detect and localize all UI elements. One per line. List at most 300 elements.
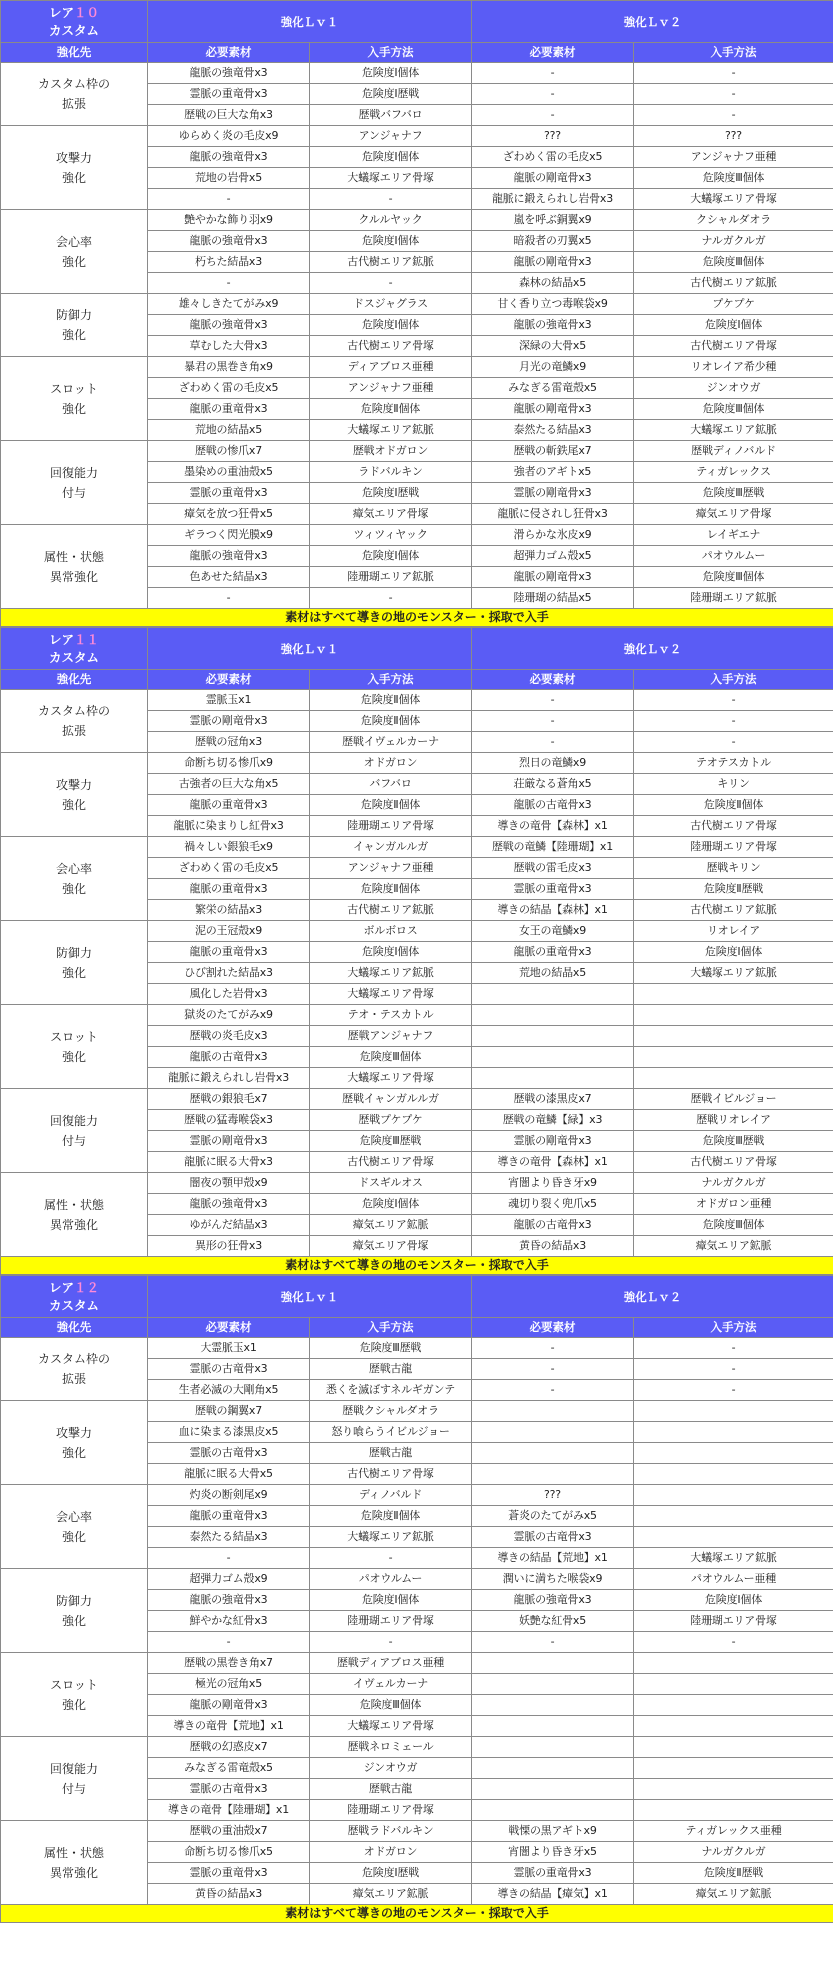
material-cell: -: [472, 732, 634, 753]
source-cell: 歴戦プケプケ: [310, 1110, 472, 1131]
category-name: 属性・状態: [43, 1845, 104, 1860]
table-row: [1, 441, 833, 462]
material-cell: 霊脈玉x1: [148, 690, 310, 711]
source-cell: [634, 1047, 833, 1068]
category-name: 強化: [61, 254, 86, 269]
source-cell: 危険度Ⅰ個体: [634, 1590, 833, 1611]
material-cell: 龍脈の強竜骨x3: [148, 63, 310, 84]
source-cell: 大蟻塚エリア骨塚: [634, 189, 833, 210]
source-cell: 危険度Ⅲ個体: [634, 252, 833, 273]
source-cell: 古代樹エリア鉱脈: [310, 252, 472, 273]
material-cell: 霊脈の古竜骨x3: [472, 1527, 634, 1548]
material-cell: 嵐を呼ぶ銅翼x9: [472, 210, 634, 231]
material-cell: 龍脈の剛竜骨x3: [472, 399, 634, 420]
material-cell: 龍脈の強竜骨x3: [148, 147, 310, 168]
source-cell: 危険度Ⅰ個体: [310, 147, 472, 168]
material-cell: 霊脈の古竜骨x3: [148, 1359, 310, 1380]
source-cell: アンジャナフ亜種: [310, 378, 472, 399]
source-cell: 危険度Ⅰ歴戦: [310, 483, 472, 504]
material-cell: -: [472, 1380, 634, 1401]
source-cell: 大蟻塚エリア鉱脈: [634, 1548, 833, 1569]
source-cell: [634, 1674, 833, 1695]
material-cell: 龍脈の強竜骨x3: [148, 231, 310, 252]
material-cell: 歴戦の冠角x3: [148, 732, 310, 753]
category-name: 会心率: [55, 1509, 92, 1524]
material-cell: 繁栄の結晶x3: [148, 900, 310, 921]
category-name: 回復能力: [49, 1113, 98, 1128]
table-row: [1, 294, 833, 315]
source-cell: イヴェルカーナ: [310, 1674, 472, 1695]
footer-note: 素材はすべて導きの地のモンスター・採取で入手: [1, 1257, 833, 1275]
source-cell: ???: [634, 126, 833, 147]
col-source: 入手方法: [310, 43, 472, 63]
material-cell: 霊脈の重竜骨x3: [148, 1863, 310, 1884]
source-cell: 歴戦リオレイア: [634, 1110, 833, 1131]
source-cell: 歴戦バフバロ: [310, 105, 472, 126]
source-cell: ラドバルキン: [310, 462, 472, 483]
source-cell: 古代樹エリア鉱脈: [634, 900, 833, 921]
source-cell: 悉くを滅ぼすネルギガンテ: [310, 1380, 472, 1401]
material-cell: 極光の冠角x5: [148, 1674, 310, 1695]
material-cell: 草むした大骨x3: [148, 336, 310, 357]
material-cell: 龍脈の重竜骨x3: [148, 795, 310, 816]
material-cell: 霊脈の重竜骨x3: [472, 1863, 634, 1884]
category-name: 異常強化: [49, 1865, 98, 1880]
material-cell: 霊脈の剛竜骨x3: [472, 483, 634, 504]
category-name: カスタム枠の: [37, 1352, 110, 1366]
material-cell: 導きの竜骨【森林】x1: [472, 1152, 634, 1173]
category-cell: [1, 441, 148, 525]
material-cell: -: [472, 1338, 634, 1359]
source-cell: 怒り喰らうイビルジョー: [310, 1422, 472, 1443]
material-cell: 超弾力ゴム殻x5: [472, 546, 634, 567]
material-cell: 歴戦の漆黒皮x7: [472, 1089, 634, 1110]
material-cell: 灼炎の断剣尾x9: [148, 1485, 310, 1506]
source-cell: [634, 1443, 833, 1464]
material-cell: [472, 984, 634, 1005]
table-row: [1, 210, 833, 231]
rarity-number: １１: [74, 631, 100, 647]
material-cell: 龍脈の重竜骨x3: [148, 1506, 310, 1527]
source-cell: 古代樹エリア骨塚: [634, 816, 833, 837]
category-cell: [1, 1569, 148, 1653]
source-cell: -: [634, 105, 833, 126]
source-cell: 危険度Ⅲ歴戦: [310, 1338, 472, 1359]
category-cell: [1, 921, 148, 1005]
source-cell: 陸珊瑚エリア骨塚: [310, 1800, 472, 1821]
material-cell: 陸珊瑚の結晶x5: [472, 588, 634, 609]
category-name: 会心率: [55, 234, 92, 249]
material-cell: 泰然たる結晶x3: [472, 420, 634, 441]
material-cell: 導きの結晶【瘴気】x1: [472, 1884, 634, 1905]
table-row: [1, 1089, 833, 1110]
source-cell: 大蟻塚エリア鉱脈: [634, 420, 833, 441]
material-cell: 戦慄の黒アギトx9: [472, 1821, 634, 1842]
source-cell: パオウルムー: [634, 546, 833, 567]
source-cell: 大蟻塚エリア鉱脈: [634, 963, 833, 984]
material-cell: 歴戦の惨爪x7: [148, 441, 310, 462]
source-cell: [634, 1485, 833, 1506]
source-cell: 大蟻塚エリア鉱脈: [310, 963, 472, 984]
footer-row: [1, 1905, 833, 1923]
rarity-table: [0, 1275, 833, 1923]
category-name: 強化: [61, 1697, 86, 1712]
source-cell: -: [310, 1548, 472, 1569]
material-cell: 鮮やかな紅骨x3: [148, 1611, 310, 1632]
category-cell: [1, 837, 148, 921]
source-cell: -: [634, 690, 833, 711]
source-cell: [634, 1506, 833, 1527]
material-cell: 歴戦の幻惑皮x7: [148, 1737, 310, 1758]
material-cell: 荒地の岩骨x5: [148, 168, 310, 189]
material-cell: 暗殺者の刃翼x5: [472, 231, 634, 252]
category-name: カスタム枠の: [37, 704, 110, 718]
source-cell: 危険度Ⅱ歴戦: [634, 879, 833, 900]
material-cell: 龍脈の古竜骨x3: [472, 795, 634, 816]
footer-note: 素材はすべて導きの地のモンスター・採取で入手: [1, 609, 833, 627]
source-cell: 陸珊瑚エリア骨塚: [310, 816, 472, 837]
material-cell: ゆがんだ結晶x3: [148, 1215, 310, 1236]
source-cell: 古代樹エリア骨塚: [310, 1152, 472, 1173]
level-1-header: 強化Ｌｖ１: [148, 628, 472, 670]
source-cell: [634, 1758, 833, 1779]
source-cell: [634, 1005, 833, 1026]
material-cell: 龍脈の強竜骨x3: [148, 1590, 310, 1611]
material-cell: -: [148, 189, 310, 210]
category-cell: [1, 1089, 148, 1173]
source-cell: パオウルムー: [310, 1569, 472, 1590]
col-target: 強化先: [1, 670, 148, 690]
material-cell: -: [148, 273, 310, 294]
category-cell: [1, 210, 148, 294]
source-cell: 危険度Ⅰ個体: [310, 63, 472, 84]
source-cell: パオウルムー亜種: [634, 1569, 833, 1590]
source-cell: アンジャナフ亜種: [634, 147, 833, 168]
material-cell: [472, 1422, 634, 1443]
material-cell: 導きの竜骨【陸珊瑚】x1: [148, 1800, 310, 1821]
category-name: 属性・状態: [43, 1197, 104, 1212]
source-cell: 歴戦ディアブロス亜種: [310, 1653, 472, 1674]
category-name: スロット: [50, 381, 98, 396]
source-cell: 歴戦イビルジョー: [634, 1089, 833, 1110]
col-materials: 必要素材: [148, 670, 310, 690]
custom-label: カスタム: [48, 22, 99, 38]
footer-row: [1, 609, 833, 627]
level-2-header: 強化Ｌｖ２: [472, 1, 833, 43]
custom-label: カスタム: [48, 1297, 99, 1313]
source-cell: [634, 1716, 833, 1737]
source-cell: 瘴気エリア鉱脈: [634, 1884, 833, 1905]
material-cell: 霊脈の重竜骨x3: [472, 879, 634, 900]
source-cell: 危険度Ⅱ個体: [310, 1506, 472, 1527]
source-cell: 危険度Ⅰ個体: [310, 546, 472, 567]
level-2-header: 強化Ｌｖ２: [472, 1276, 833, 1318]
source-cell: 危険度Ⅰ個体: [634, 942, 833, 963]
material-cell: 歴戦の炎毛皮x3: [148, 1026, 310, 1047]
source-cell: 歴戦ネロミェール: [310, 1737, 472, 1758]
category-name: 異常強化: [49, 1217, 98, 1232]
category-cell: [1, 1005, 148, 1089]
category-name: 攻撃力: [55, 150, 92, 165]
category-cell: [1, 294, 148, 357]
material-cell: ギラつく閃光膜x9: [148, 525, 310, 546]
source-cell: 歴戦クシャルダオラ: [310, 1401, 472, 1422]
material-cell: 命断ち切る惨爪x9: [148, 753, 310, 774]
source-cell: 陸珊瑚エリア骨塚: [634, 837, 833, 858]
category-name: 会心率: [55, 861, 92, 876]
material-cell: 墨染めの重油殻x5: [148, 462, 310, 483]
category-name: 拡張: [61, 724, 86, 738]
footer-note: 素材はすべて導きの地のモンスター・採取で入手: [1, 1905, 833, 1923]
material-cell: 歴戦の銀狼毛x7: [148, 1089, 310, 1110]
material-cell: [472, 1401, 634, 1422]
material-cell: [472, 1005, 634, 1026]
source-cell: [634, 1653, 833, 1674]
source-cell: 危険度Ⅲ個体: [310, 1047, 472, 1068]
material-cell: 導きの結晶【荒地】x1: [472, 1548, 634, 1569]
source-cell: 歴戦イャンガルルガ: [310, 1089, 472, 1110]
table-row: [1, 837, 833, 858]
material-cell: [472, 1047, 634, 1068]
category-name: 強化: [61, 797, 86, 812]
material-cell: 女王の竜鱗x9: [472, 921, 634, 942]
material-cell: 霊脈の古竜骨x3: [148, 1779, 310, 1800]
material-cell: 魂切り裂く兜爪x5: [472, 1194, 634, 1215]
material-cell: 潤いに満ちた喉袋x9: [472, 1569, 634, 1590]
material-cell: 歴戦の斬鉄尾x7: [472, 441, 634, 462]
material-cell: 龍脈の剛竜骨x3: [472, 252, 634, 273]
material-cell: ???: [472, 126, 634, 147]
material-cell: 龍脈の強竜骨x3: [148, 546, 310, 567]
material-cell: 龍脈の重竜骨x3: [472, 942, 634, 963]
source-cell: [634, 1401, 833, 1422]
material-cell: -: [472, 105, 634, 126]
category-cell: [1, 1737, 148, 1821]
category-name: 拡張: [61, 1372, 86, 1386]
source-cell: 危険度Ⅱ個体: [310, 711, 472, 732]
material-cell: -: [148, 1632, 310, 1653]
material-cell: [472, 1758, 634, 1779]
source-cell: -: [634, 1338, 833, 1359]
category-name: 強化: [61, 401, 86, 416]
material-cell: 歴戦の竜鱗【緑】x3: [472, 1110, 634, 1131]
source-cell: 瘴気エリア骨塚: [310, 1236, 472, 1257]
material-cell: ひび割れた結晶x3: [148, 963, 310, 984]
table-row: [1, 1173, 833, 1194]
source-cell: 危険度Ⅰ個体: [310, 1590, 472, 1611]
col-materials: 必要素材: [472, 670, 634, 690]
category-name: 強化: [61, 965, 86, 980]
category-name: 強化: [61, 1529, 86, 1544]
material-cell: 荒地の結晶x5: [472, 963, 634, 984]
category-name: 属性・状態: [43, 549, 104, 564]
source-cell: [634, 1527, 833, 1548]
table-row: [1, 525, 833, 546]
source-cell: -: [310, 588, 472, 609]
material-cell: ざわめく雷の毛皮x5: [148, 378, 310, 399]
material-cell: -: [148, 1548, 310, 1569]
source-cell: -: [310, 189, 472, 210]
source-cell: リオレイア: [634, 921, 833, 942]
category-cell: [1, 63, 148, 126]
source-cell: 瘴気エリア鉱脈: [310, 1215, 472, 1236]
category-name: 強化: [61, 170, 86, 185]
material-cell: 龍脈の強竜骨x3: [148, 315, 310, 336]
source-cell: クルルヤック: [310, 210, 472, 231]
source-cell: オドガロン: [310, 753, 472, 774]
category-name: 付与: [61, 485, 86, 500]
material-cell: 龍脈の古竜骨x3: [472, 1215, 634, 1236]
material-cell: 深緑の大骨x5: [472, 336, 634, 357]
material-cell: [472, 1737, 634, 1758]
table-row: [1, 357, 833, 378]
material-cell: 色あせた結晶x3: [148, 567, 310, 588]
material-cell: 龍脈の強竜骨x3: [472, 1590, 634, 1611]
material-cell: [472, 1779, 634, 1800]
material-cell: 禍々しい銀狼毛x9: [148, 837, 310, 858]
material-cell: 黄昏の結晶x3: [148, 1884, 310, 1905]
source-cell: [634, 1464, 833, 1485]
source-cell: 危険度Ⅱ個体: [634, 795, 833, 816]
col-source: 入手方法: [634, 1318, 833, 1338]
source-cell: 大蟻塚エリア骨塚: [310, 1716, 472, 1737]
table-row: [1, 1338, 833, 1359]
material-cell: -: [472, 84, 634, 105]
material-cell: 霊脈の剛竜骨x3: [148, 711, 310, 732]
source-cell: 瘴気エリア骨塚: [310, 504, 472, 525]
level-2-header: 強化Ｌｖ２: [472, 628, 833, 670]
material-cell: 龍脈の重竜骨x3: [148, 942, 310, 963]
source-cell: アンジャナフ亜種: [310, 858, 472, 879]
material-cell: 龍脈に染まりし紅骨x3: [148, 816, 310, 837]
category-cell: [1, 1338, 148, 1401]
material-cell: 霊脈の重竜骨x3: [148, 483, 310, 504]
table-row: [1, 1485, 833, 1506]
source-cell: 危険度Ⅲ歴戦: [634, 1131, 833, 1152]
source-cell: 古代樹エリア鉱脈: [634, 273, 833, 294]
table-row: [1, 753, 833, 774]
category-cell: [1, 1401, 148, 1485]
material-cell: [472, 1068, 634, 1089]
rarity-number: １０: [74, 4, 100, 20]
material-cell: 龍脈の古竜骨x3: [148, 1047, 310, 1068]
category-cell: [1, 1173, 148, 1257]
table-row: [1, 1737, 833, 1758]
material-cell: 龍脈に鍛えられし岩骨x3: [472, 189, 634, 210]
material-cell: 龍脈の剛竜骨x3: [148, 1695, 310, 1716]
source-cell: [634, 1068, 833, 1089]
material-cell: [472, 1695, 634, 1716]
source-cell: 大蟻塚エリア骨塚: [310, 168, 472, 189]
material-cell: 森林の結晶x5: [472, 273, 634, 294]
table-row: [1, 1653, 833, 1674]
material-cell: 宵闇より昏き牙x9: [472, 1173, 634, 1194]
col-source: 入手方法: [634, 670, 833, 690]
source-cell: プケプケ: [634, 294, 833, 315]
source-cell: 歴戦アンジャナフ: [310, 1026, 472, 1047]
material-cell: -: [472, 711, 634, 732]
source-cell: 古代樹エリア鉱脈: [310, 900, 472, 921]
source-cell: ジンオウガ: [310, 1758, 472, 1779]
category-name: 攻撃力: [55, 777, 92, 792]
rarity-label: レア: [48, 4, 74, 20]
source-cell: [634, 1026, 833, 1047]
material-cell: 命断ち切る惨爪x5: [148, 1842, 310, 1863]
category-name: スロット: [50, 1029, 98, 1044]
col-materials: 必要素材: [148, 43, 310, 63]
material-cell: 歴戦の鋼翼x7: [148, 1401, 310, 1422]
material-cell: 霊脈の古竜骨x3: [148, 1443, 310, 1464]
material-cell: 烈日の竜鱗x9: [472, 753, 634, 774]
source-cell: ボルボロス: [310, 921, 472, 942]
material-cell: -: [148, 588, 310, 609]
category-name: スロット: [50, 1677, 98, 1692]
material-cell: [472, 1716, 634, 1737]
source-cell: アンジャナフ: [310, 126, 472, 147]
source-cell: オドガロン: [310, 1842, 472, 1863]
material-cell: [472, 1026, 634, 1047]
source-cell: -: [634, 1632, 833, 1653]
category-name: 付与: [61, 1133, 86, 1148]
material-cell: 異形の狂骨x3: [148, 1236, 310, 1257]
category-cell: [1, 357, 148, 441]
category-name: 付与: [61, 1781, 86, 1796]
material-cell: 雄々しきたてがみx9: [148, 294, 310, 315]
source-cell: -: [634, 84, 833, 105]
material-cell: 艶やかな飾り羽x9: [148, 210, 310, 231]
category-name: 防御力: [55, 1593, 92, 1608]
material-cell: [472, 1674, 634, 1695]
material-cell: 龍脈に侵されし狂骨x3: [472, 504, 634, 525]
material-cell: -: [472, 63, 634, 84]
material-cell: 導きの竜骨【森林】x1: [472, 816, 634, 837]
material-cell: 歴戦の雷毛皮x3: [472, 858, 634, 879]
source-cell: バフバロ: [310, 774, 472, 795]
material-cell: 風化した岩骨x3: [148, 984, 310, 1005]
rarity-label: レア: [48, 631, 74, 647]
material-cell: 歴戦の竜鱗【陸珊瑚】x1: [472, 837, 634, 858]
source-cell: [634, 1695, 833, 1716]
source-cell: 瘴気エリア骨塚: [634, 504, 833, 525]
material-cell: 生者必滅の大剛角x5: [148, 1380, 310, 1401]
material-cell: みなぎる雷竜殻x5: [472, 378, 634, 399]
material-cell: ざわめく雷の毛皮x5: [472, 147, 634, 168]
source-cell: 大蟻塚エリア鉱脈: [310, 1527, 472, 1548]
source-cell: 古代樹エリア骨塚: [310, 1464, 472, 1485]
category-name: 強化: [61, 1445, 86, 1460]
material-cell: -: [472, 690, 634, 711]
source-cell: クシャルダオラ: [634, 210, 833, 231]
source-cell: ティガレックス: [634, 462, 833, 483]
material-cell: 龍脈の剛竜骨x3: [472, 567, 634, 588]
rarity-table: [0, 0, 833, 627]
source-cell: 瘴気エリア鉱脈: [634, 1236, 833, 1257]
source-cell: -: [634, 732, 833, 753]
source-cell: 危険度Ⅱ個体: [310, 399, 472, 420]
rarity-number: １２: [74, 1279, 100, 1295]
footer-row: [1, 1257, 833, 1275]
col-source: 入手方法: [634, 43, 833, 63]
category-cell: [1, 753, 148, 837]
source-cell: 危険度Ⅱ個体: [310, 690, 472, 711]
table-row: [1, 1569, 833, 1590]
source-cell: テオテスカトル: [634, 753, 833, 774]
source-cell: -: [310, 1632, 472, 1653]
source-cell: [634, 1779, 833, 1800]
table-row: [1, 1401, 833, 1422]
source-cell: ドスギルオス: [310, 1173, 472, 1194]
source-cell: イャンガルルガ: [310, 837, 472, 858]
